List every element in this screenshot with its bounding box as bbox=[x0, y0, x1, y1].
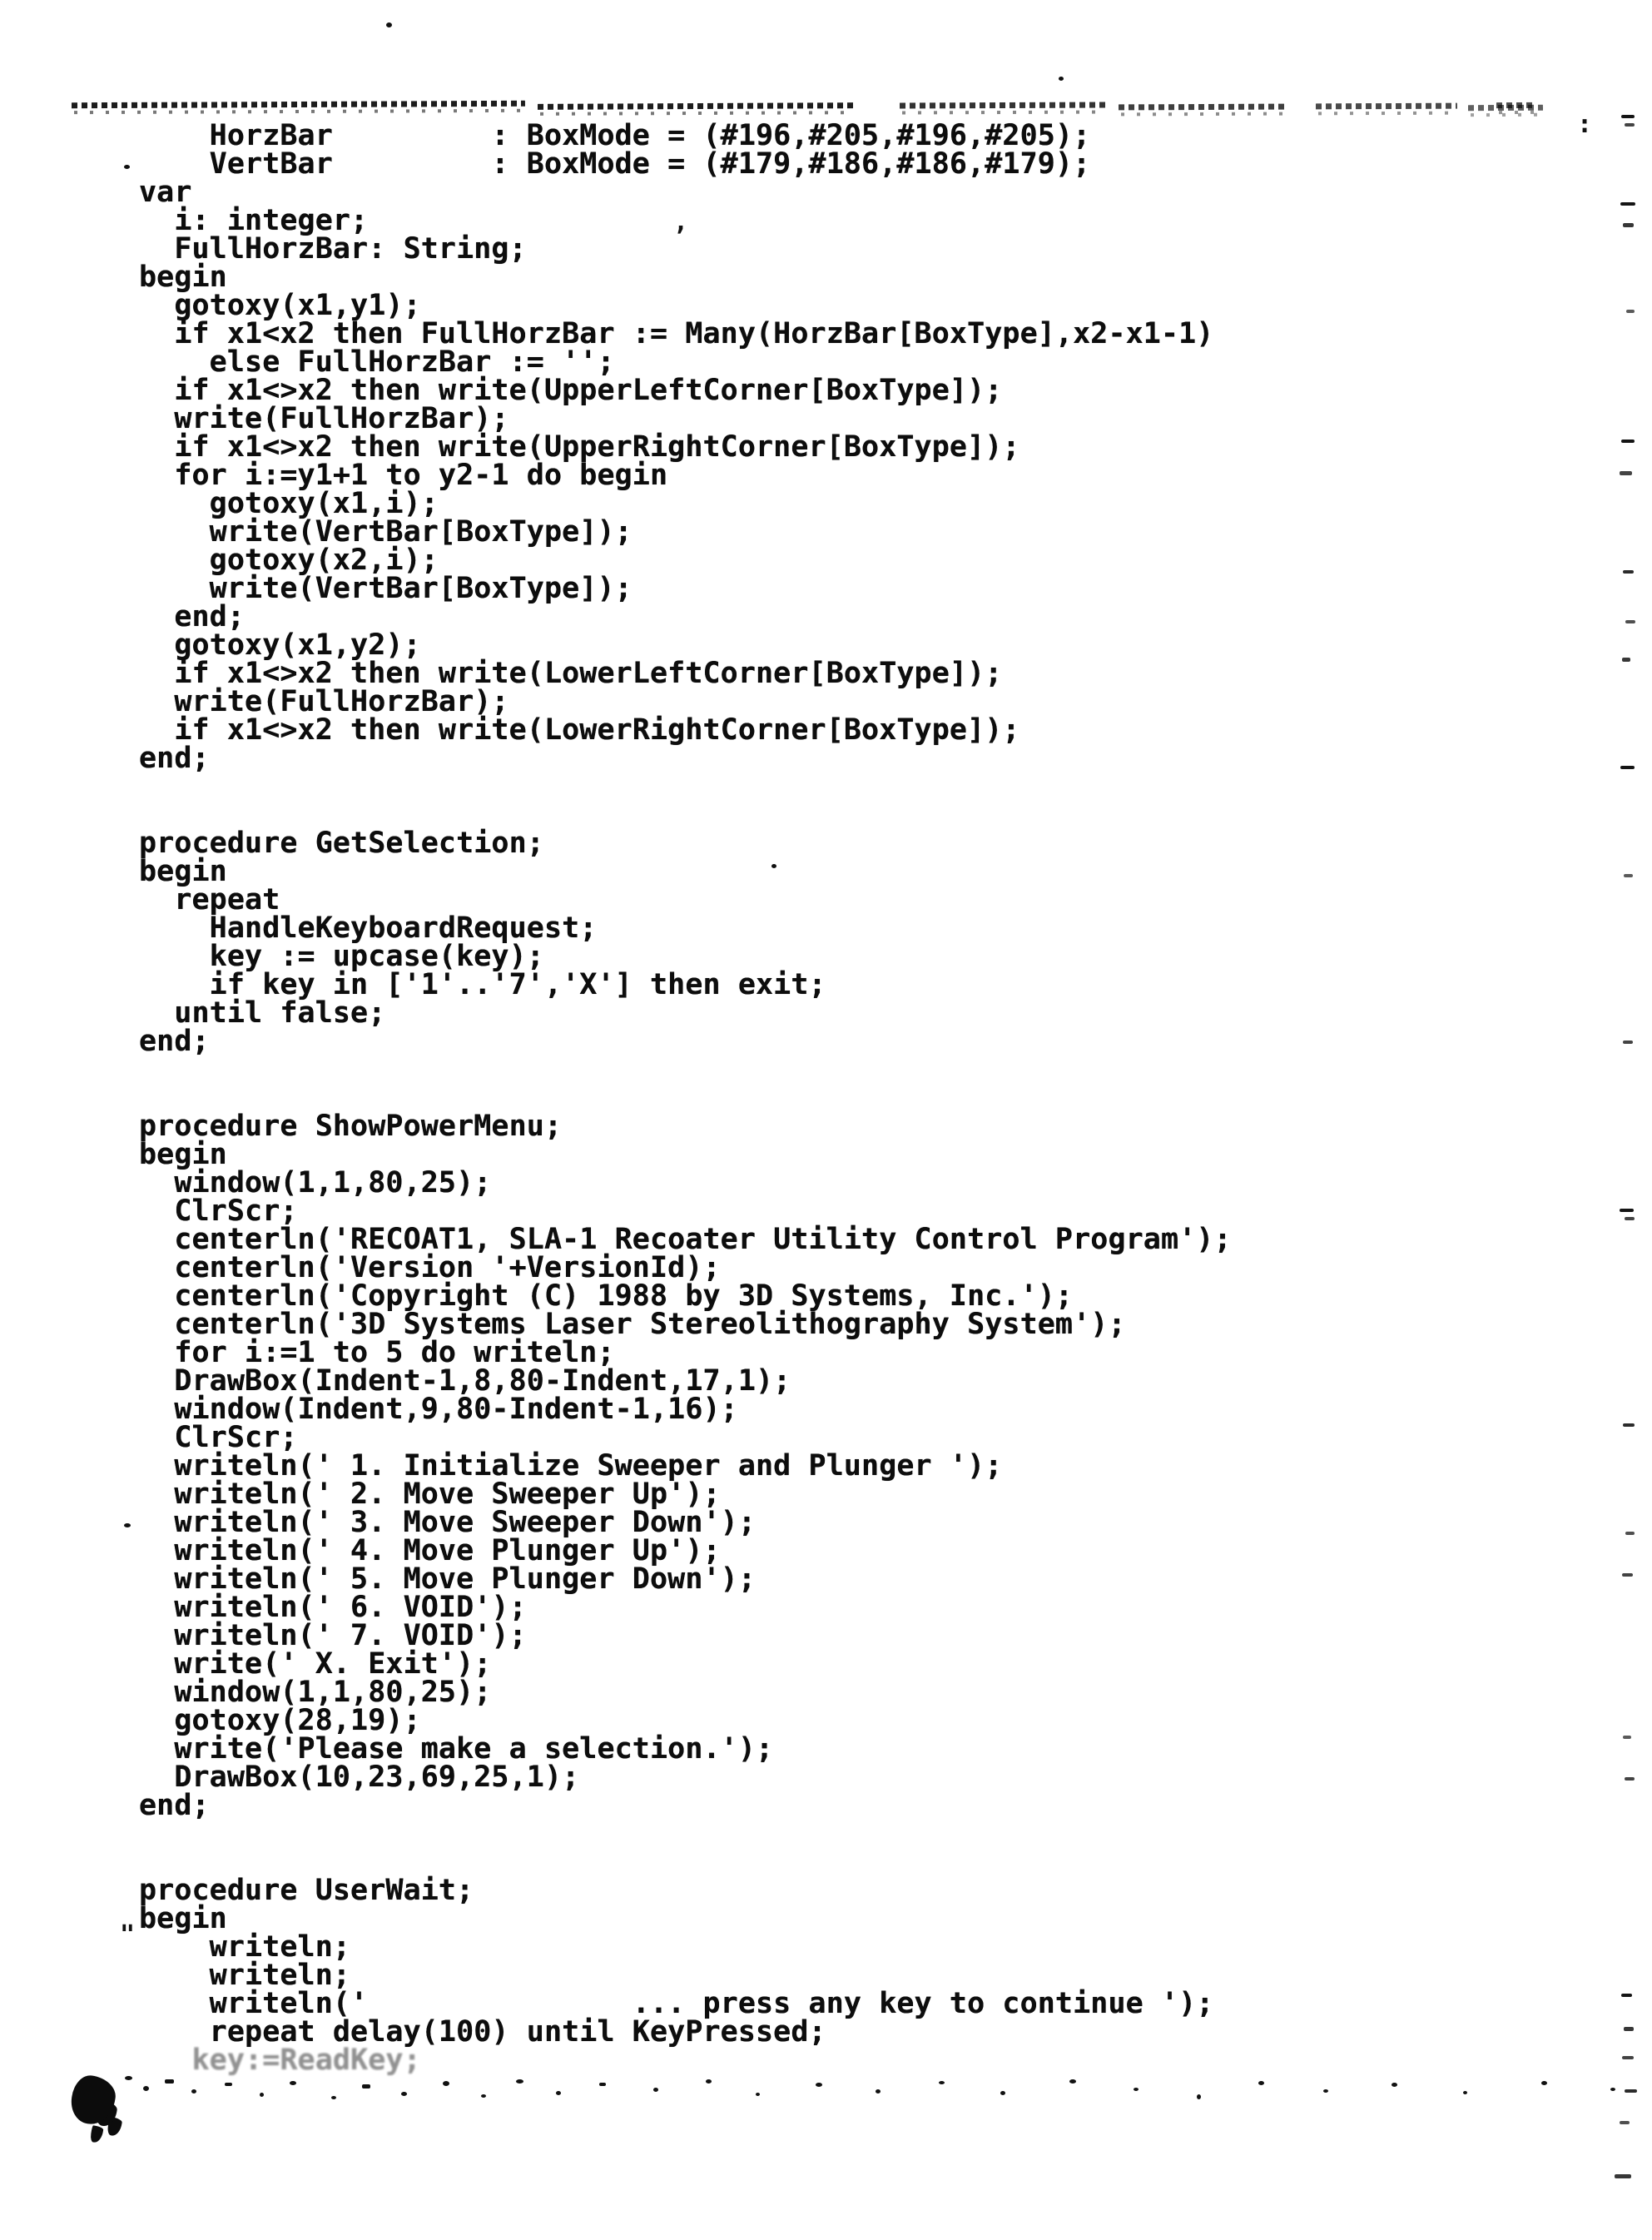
stray-quote-icon: " bbox=[120, 1920, 136, 1949]
code-listing: HorzBar : BoxMode = (#196,#205,#196,#205); VertBar : BoxMode = (#179,#186,#186,#179); var i: integer; FullHorzBar: String; begin gotoxy(x1,y1); if x1<x2 then FullHorzBar := Many(HorzBar[BoxType],x2-x1-1) else FullHorzBar := ''; if x1<>x2 then write(UpperLeftCorner[BoxType]); write(FullHorzBar); if x1<>x2 then write(UpperRightCorner[BoxType]); for i:=y1+1 to y2-1 do begin gotoxy(x1,i); write(VertBar[BoxType]); gotoxy(x2,i); write(VertBar[BoxType]); end; gotoxy(x1,y2); if x1<>x2 then write(LowerLeftCorner[BoxType]); write(FullHorzBar); if x1<>x2 then write(LowerRightCorner[BoxType]); end; procedure GetSelection; begin repeat HandleKeyboardRequest; key := upcase(key); if key in ['1'..'7','X'] then exit; until false; end; procedure ShowPowerMenu; begin window(1,1,80,25); ClrScr; centerln('RECOAT1, SLA-1 Recoater Utility Control Program'); centerln('Version '+VersionId); centerln('Copyright (C) 1988 by 3D Systems, Inc.'); centerln('3D Systems Laser Stereolithography System'); for i:=1 to 5 do writeln; DrawBox(Indent-1,8,80-Indent,17,1); window(Indent,9,80-Indent-1,16); ClrScr; writeln(' 1. Initialize Sweeper and Plunger '); writeln(' 2. Move Sweeper Up'); writeln(' 3. Move Sweeper Down'); writeln(' 4. Move Plunger Up'); writeln(' 5. Move Plunger Down'); writeln(' 6. VOID'); writeln(' 7. VOID'); write(' X. Exit'); window(1,1,80,25); gotoxy(28,19); write('Please make a selection.'); DrawBox(10,23,69,25,1); end; procedure UserWait; begin writeln; writeln; writeln(' ... press any key to continue '); repeat delay(100) until KeyPressed; bbox=[139, 119, 1232, 2049]
scan-noise-bottom bbox=[67, 2071, 1623, 2129]
stray-dot-icon bbox=[771, 864, 776, 868]
stray-tick-icon: : bbox=[1577, 110, 1593, 139]
stray-dot-icon bbox=[386, 22, 392, 27]
stray-dot-icon bbox=[124, 1523, 131, 1527]
stray-dot-icon bbox=[1059, 77, 1064, 81]
stray-tick-icon: ’ bbox=[672, 222, 688, 251]
stray-dot-icon bbox=[124, 165, 130, 169]
code-line-faded: key:=ReadKey; bbox=[139, 2044, 421, 2077]
